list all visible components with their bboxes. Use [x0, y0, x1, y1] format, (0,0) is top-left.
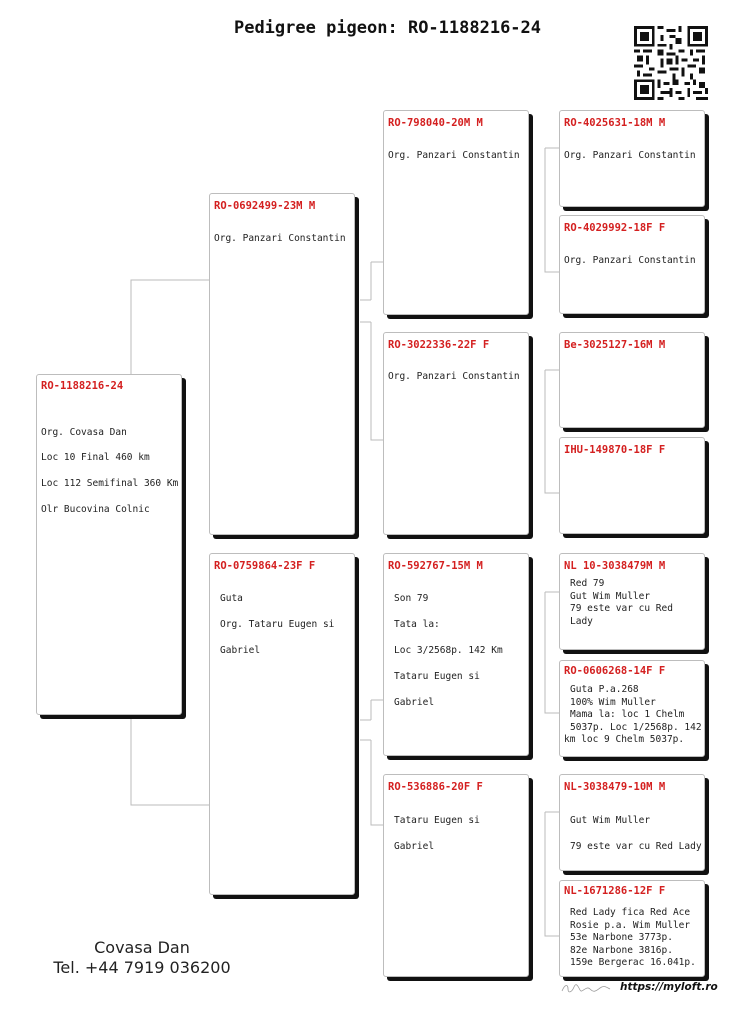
- g3-card-7[interactable]: [559, 774, 705, 871]
- g3-card-2[interactable]: [559, 215, 705, 314]
- g3-line: Mama la: loc 1 Chelm: [570, 709, 685, 720]
- connector-g3-d: [545, 812, 559, 936]
- dam-sire-line: Gabriel: [394, 697, 435, 708]
- sire-dam-ring: RO-3022336-22F F: [388, 339, 490, 351]
- g3-ring: IHU-149870-18F F: [564, 444, 666, 456]
- g3-line: km loc 9 Chelm 5037p.: [564, 734, 685, 745]
- subject-ring: RO-1188216-24: [41, 380, 124, 392]
- g3-line: 79 este var cu Red: [570, 603, 673, 614]
- g3-line: Red 79: [570, 578, 605, 589]
- g3-line: 53e Narbone 3773p.: [570, 932, 673, 943]
- g3-line: 159e Bergerac 16.041p.: [570, 957, 696, 968]
- dam-sire-line: Son 79: [394, 593, 429, 604]
- sire-line: Org. Panzari Constantin: [214, 233, 346, 244]
- g3-line: 100% Wim Muller: [570, 696, 656, 708]
- connector-g3-c: [545, 592, 559, 713]
- connector-g3-b: [545, 370, 559, 493]
- sire-sire-ring: RO-798040-20M M: [388, 117, 483, 129]
- g3-line: Rosie p.a. Wim Muller: [570, 919, 691, 931]
- page-title: Pedigree pigeon: RO-1188216-24: [233, 18, 542, 38]
- connector-sire: [131, 280, 209, 374]
- dam-dam-ring: RO-536886-20F F: [388, 781, 483, 793]
- dam-sire-card[interactable]: [383, 553, 529, 756]
- g3-card-3[interactable]: [559, 332, 705, 428]
- connector-g3-a: [545, 148, 559, 272]
- dam-card[interactable]: [209, 553, 355, 895]
- g3-card-5[interactable]: [559, 553, 705, 650]
- g3-card-1[interactable]: [559, 110, 705, 207]
- dam-dam-card[interactable]: [383, 774, 529, 977]
- g3-notes: [570, 578, 673, 628]
- sire-card[interactable]: [209, 193, 355, 535]
- connector-dam-parents: [360, 700, 383, 825]
- dam-sire-ring: RO-592767-15M M: [388, 560, 483, 572]
- g3-line: 82e Narbone 3816p.: [570, 944, 673, 956]
- subject-line: Loc 10 Final 460 km: [41, 452, 150, 463]
- sire-dam-line: Org. Panzari Constantin: [388, 371, 520, 382]
- subject-line: Olr Bucovina Colnic: [41, 504, 150, 515]
- g3-card-6[interactable]: [559, 660, 705, 757]
- g3-line: Org. Panzari Constantin: [564, 255, 696, 266]
- g3-notes: [570, 907, 696, 970]
- g3-notes: [564, 684, 702, 747]
- sire-dam-card[interactable]: [383, 332, 529, 535]
- signature-icon: [560, 982, 612, 994]
- g3-line: Gut Wim Muller: [570, 590, 651, 602]
- g3-line: Gut Wim Muller: [570, 815, 651, 826]
- g3-ring: RO-4029992-18F F: [564, 222, 666, 234]
- dam-sire-line: Tata la:: [394, 619, 440, 630]
- dam-line: Guta: [220, 593, 243, 604]
- g3-line: 5037p. Loc 1/2568p. 142: [570, 721, 702, 733]
- dam-sire-line: Loc 3/2568p. 142 Km: [394, 645, 503, 656]
- g3-ring: Be-3025127-16M M: [564, 339, 666, 351]
- connector-sire-parents: [360, 262, 383, 440]
- dam-dam-line: Tataru Eugen si: [394, 815, 480, 826]
- dam-ring: RO-0759864-23F F: [214, 560, 316, 572]
- g3-ring: NL-1671286-12F F: [564, 885, 666, 897]
- g3-card-4[interactable]: [559, 437, 705, 534]
- dam-line: Org. Tataru Eugen si: [220, 619, 335, 630]
- dam-line: Gabriel: [220, 645, 261, 656]
- dam-dam-line: Gabriel: [394, 841, 435, 852]
- g3-ring: NL-3038479-10M M: [564, 781, 666, 793]
- sire-sire-card[interactable]: [383, 110, 529, 315]
- owner-contact: [40, 938, 244, 978]
- g3-line: Red Lady fica Red Ace: [570, 907, 691, 918]
- sire-sire-line: Org. Panzari Constantin: [388, 150, 520, 161]
- owner-name: Covasa Dan: [94, 938, 190, 957]
- g3-ring: NL 10-3038479M M: [564, 560, 666, 572]
- subject-line: Org. Covasa Dan: [41, 427, 127, 438]
- website-link[interactable]: https://myloft.ro: [620, 981, 718, 993]
- g3-line: Lady: [570, 615, 593, 627]
- g3-line: Org. Panzari Constantin: [564, 150, 696, 161]
- subject-line: Loc 112 Semifinal 360 Km: [41, 478, 179, 489]
- dam-sire-line: Tataru Eugen si: [394, 671, 480, 682]
- g3-line: Guta P.a.268: [570, 684, 639, 695]
- g3-ring: RO-4025631-18M M: [564, 117, 666, 129]
- subject-card[interactable]: [36, 374, 182, 715]
- connector-dam: [131, 715, 209, 805]
- sire-ring: RO-0692499-23M M: [214, 200, 316, 212]
- g3-line: 79 este var cu Red Lady: [570, 841, 702, 852]
- g3-ring: RO-0606268-14F F: [564, 665, 666, 677]
- g3-card-8[interactable]: [559, 880, 705, 977]
- owner-phone: Tel. +44 7919 036200: [53, 958, 231, 977]
